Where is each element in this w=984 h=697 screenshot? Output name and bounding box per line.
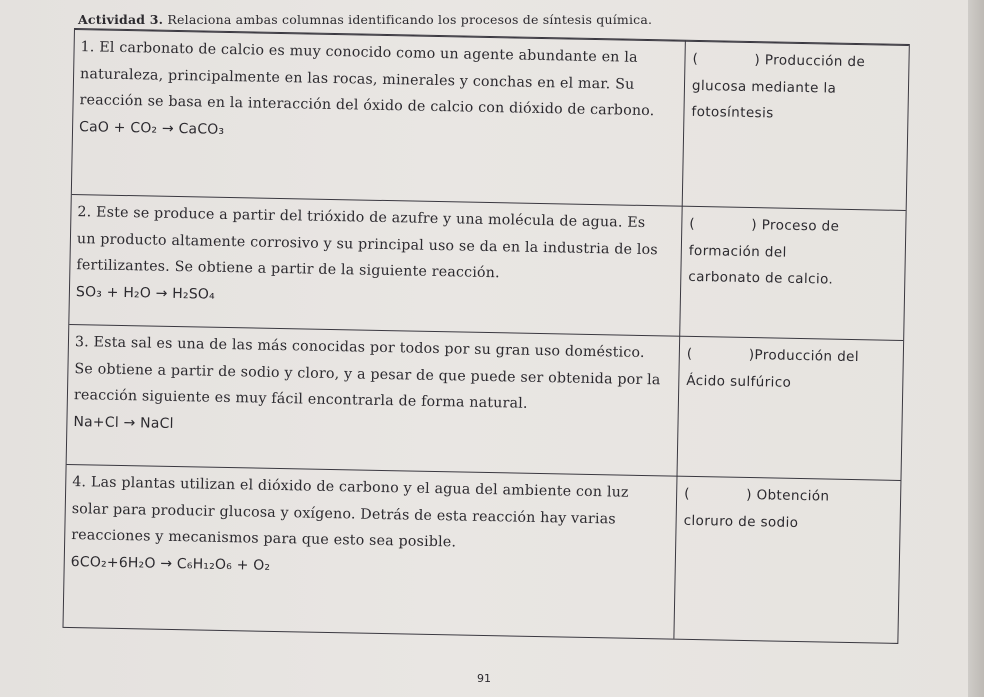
chemical-equation: CaO + CO₂ → CaCO₃ xyxy=(78,118,225,138)
description-line: 3. Esta sal es una de las más conocidas por todos por su gran uso doméstico. xyxy=(74,334,645,362)
matching-table xyxy=(62,28,909,644)
process-name xyxy=(686,341,892,398)
activity-title xyxy=(78,12,652,27)
description-line: fertilizantes. Se obtiene a partir de la siguiente reacción. xyxy=(76,257,500,282)
description-line: 2. Este se produce a partir del trióxido de azufre y una molécula de agua. Es xyxy=(77,204,646,232)
description-line: reacción siguiente es muy fácil encontrarla de forma natural. xyxy=(73,387,528,412)
description-line: 1. El carbonato de calcio es muy conocido como un agente abundante en la xyxy=(80,39,638,66)
process-description xyxy=(76,199,678,316)
description-line: solar para producir glucosa y oxígeno. Detrás de esta reacción hay varias xyxy=(71,500,616,527)
process-name-line: ) Producción de xyxy=(754,52,866,71)
process-name-line: fotosíntesis xyxy=(691,103,774,122)
description-line: 4. Las plantas utilizan el dióxido de carbono y el agua del ambiente con luz xyxy=(72,474,629,501)
chemical-equation: 6CO₂+6H₂O → C₆H₁₂O₆ + O₂ xyxy=(70,553,271,574)
process-name-line: ) Obtención xyxy=(746,486,830,505)
process-name-line: formación del xyxy=(688,242,787,261)
process-name xyxy=(688,211,894,294)
table-row xyxy=(72,29,909,210)
description-line: reacción se basa en la interacción del óxido de calcio con dióxido de carbono. xyxy=(79,92,655,120)
description-line: un producto altamente corrosivo y su principal uso se da en la industria de los xyxy=(76,230,658,258)
process-name-line: glucosa mediante la xyxy=(691,77,837,97)
process-name-line: Ácido sulfúrico xyxy=(686,372,792,391)
process-description xyxy=(79,34,681,151)
table-row xyxy=(67,324,904,480)
answer-blank[interactable]: ( xyxy=(692,50,699,67)
process-description xyxy=(73,329,675,446)
description-line: reacciones y mecanismos para que esto sea posible. xyxy=(71,527,457,551)
process-name-line: cloruro de sodio xyxy=(683,512,799,531)
table-row xyxy=(64,464,901,643)
process-name xyxy=(683,481,889,538)
page-number: 91 xyxy=(477,672,491,685)
activity-title-text: Relaciona ambas columnas identificando los procesos de síntesis química. xyxy=(167,12,653,27)
process-name xyxy=(691,46,897,129)
page-edge xyxy=(968,0,984,697)
process-name-line: carbonato de calcio. xyxy=(688,268,834,288)
chemical-equation: Na+Cl → NaCl xyxy=(73,413,174,432)
description-line: Se obtiene a partir de sodio y cloro, y a pesar de que puede ser obtenida por la xyxy=(74,360,661,388)
description-line: naturaleza, principalmente en las rocas, minerales y conchas en el mar. Su xyxy=(79,65,635,93)
answer-blank[interactable]: ( xyxy=(684,485,690,502)
activity-title-bold: Actividad 3. xyxy=(78,12,164,27)
answer-blank[interactable]: ( xyxy=(686,345,693,362)
process-name-line: ) Proceso de xyxy=(751,217,840,235)
process-description xyxy=(70,469,672,586)
table-row xyxy=(69,194,905,340)
chemical-equation: SO₃ + H₂O → H₂SO₄ xyxy=(75,283,216,303)
process-name-line: )Producción del xyxy=(748,347,860,366)
answer-blank[interactable]: ( xyxy=(689,215,696,232)
